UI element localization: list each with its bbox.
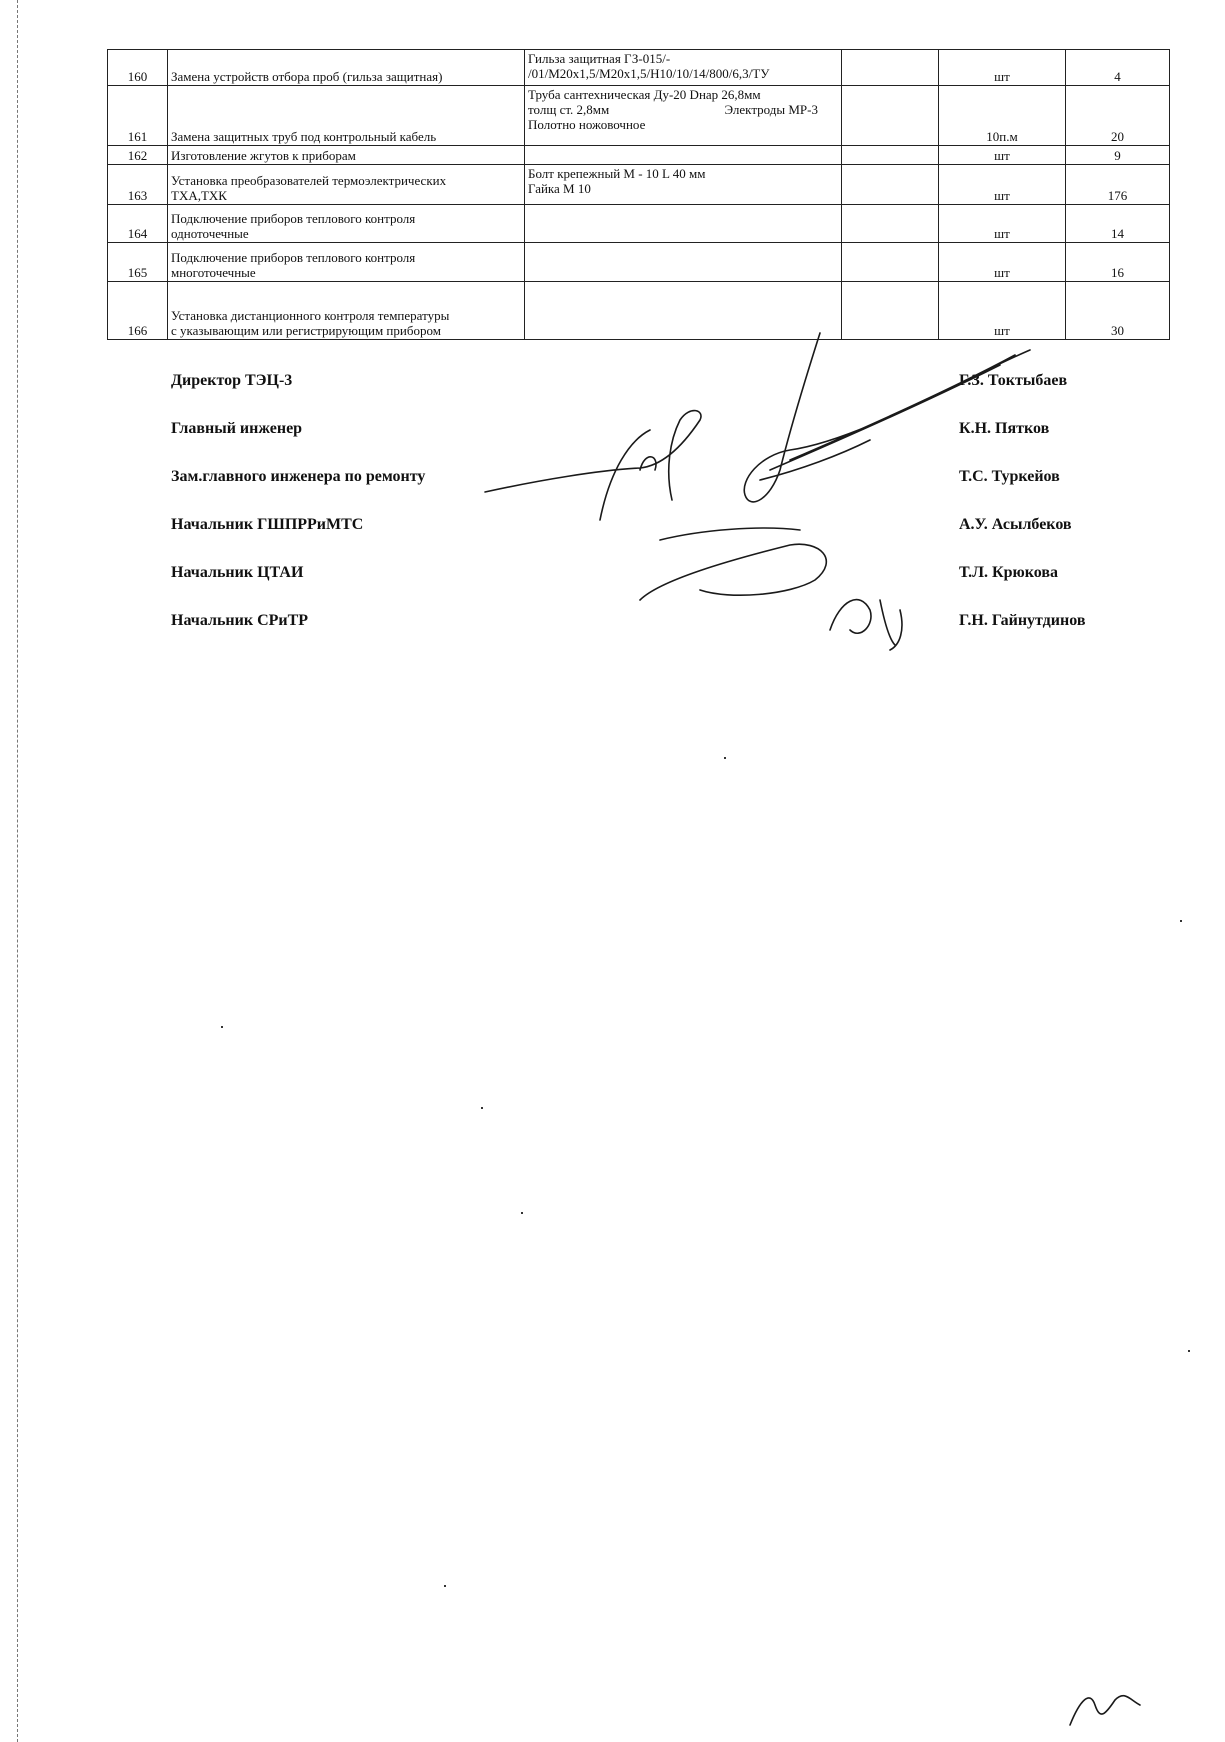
table-row [108, 146, 1170, 165]
work-name-line: Подключение приборов теплового контроля [171, 211, 416, 226]
row-number: 160 [108, 50, 168, 86]
work-name-line: Изготовление жгутов к приборам [171, 148, 356, 163]
signature-name: Г.З. Токтыбаев [959, 372, 1068, 389]
materials [525, 86, 842, 146]
quantity: 176 [1066, 165, 1170, 205]
quantity: 30 [1066, 282, 1170, 340]
material-item: толщ ст. 2,8мм [528, 102, 610, 117]
empty-cell [842, 243, 939, 282]
quantity: 9 [1066, 146, 1170, 165]
unit: шт [939, 282, 1066, 340]
unit: 10п.м [939, 86, 1066, 146]
unit: шт [939, 50, 1066, 86]
signature-name: А.У. Асылбеков [959, 516, 1072, 533]
signature-scribble [1070, 1696, 1140, 1725]
work-name-line: Замена защитных труб под контрольный кабель [171, 129, 437, 144]
unit: шт [939, 165, 1066, 205]
row-number: 166 [108, 282, 168, 340]
quantity: 20 [1066, 86, 1170, 146]
materials [525, 146, 842, 165]
empty-cell [842, 146, 939, 165]
row-number: 164 [108, 205, 168, 243]
unit: шт [939, 205, 1066, 243]
works-table [107, 49, 1170, 340]
materials [525, 243, 842, 282]
work-name [168, 243, 525, 282]
material-line: /01/М20х1,5/М20х1,5/Н10/10/14/800/6,3/ТУ [528, 66, 770, 81]
scan-speck [221, 1026, 223, 1028]
work-name [168, 146, 525, 165]
work-name [168, 282, 525, 340]
materials [525, 50, 842, 86]
material-line: Полотно ножовочное [528, 117, 646, 132]
row-number: 161 [108, 86, 168, 146]
signature-name: Т.С. Туркейов [959, 468, 1060, 485]
empty-cell [842, 50, 939, 86]
material-item: Электроды МР-3 [724, 102, 818, 117]
scan-speck [444, 1585, 446, 1587]
signature-scribble [640, 528, 826, 600]
scan-speck [724, 757, 726, 759]
materials [525, 282, 842, 340]
row-number: 165 [108, 243, 168, 282]
signature-scribble [485, 411, 701, 520]
work-name [168, 86, 525, 146]
scan-speck [521, 1212, 523, 1214]
signature-name: К.Н. Пятков [959, 420, 1050, 437]
work-name-line: Установка преобразователей термоэлектрических [171, 173, 447, 188]
quantity: 4 [1066, 50, 1170, 86]
signature-position: Директор ТЭЦ-3 [171, 372, 293, 389]
work-name [168, 205, 525, 243]
works-table-body [108, 50, 1170, 340]
empty-cell [842, 165, 939, 205]
material-line: Труба сантехническая Ду-20 Dнар 26,8мм [528, 87, 761, 102]
material-line: Гильза защитная ГЗ-015/- [528, 51, 671, 66]
scan-speck [1188, 1350, 1190, 1352]
table-row [108, 50, 1170, 86]
scan-speck [1180, 920, 1182, 922]
material-line [528, 102, 838, 117]
row-number: 163 [108, 165, 168, 205]
material-line: Гайка М 10 [528, 181, 591, 196]
materials [525, 205, 842, 243]
signature-position: Начальник ЦТАИ [171, 564, 304, 581]
scan-speck [481, 1107, 483, 1109]
empty-cell [842, 86, 939, 146]
work-name-line: Подключение приборов теплового контроля [171, 250, 416, 265]
unit: шт [939, 146, 1066, 165]
empty-cell [842, 205, 939, 243]
table-row [108, 165, 1170, 205]
signature-position: Зам.главного инженера по ремонту [171, 468, 426, 485]
work-name-line: Замена устройств отбора проб (гильза защитная) [171, 69, 443, 84]
signature-position: Начальник ГШПРРиМТС [171, 516, 364, 533]
work-name-line: с указывающим или регистрирующим прибором [171, 323, 441, 338]
material-line: Болт крепежный М - 10 L 40 мм [528, 166, 706, 181]
table-row [108, 243, 1170, 282]
work-name [168, 165, 525, 205]
row-number: 162 [108, 146, 168, 165]
empty-cell [842, 282, 939, 340]
materials [525, 165, 842, 205]
work-name-line: одноточечные [171, 226, 249, 241]
quantity: 14 [1066, 205, 1170, 243]
signature-position: Главный инженер [171, 420, 303, 437]
table-row [108, 282, 1170, 340]
work-name-line: Установка дистанционного контроля температуры [171, 308, 450, 323]
quantity: 16 [1066, 243, 1170, 282]
unit: шт [939, 243, 1066, 282]
signature-scribble [830, 600, 902, 650]
signature-name: Т.Л. Крюкова [959, 564, 1058, 581]
binding-margin-line [17, 0, 18, 1742]
work-name [168, 50, 525, 86]
work-name-line: многоточечные [171, 265, 256, 280]
signature-name: Г.Н. Гайнутдинов [959, 612, 1086, 629]
work-name-line: ТХА,ТХК [171, 188, 227, 203]
signature-position: Начальник СРиТР [171, 612, 309, 629]
table-row [108, 86, 1170, 146]
table-row [108, 205, 1170, 243]
